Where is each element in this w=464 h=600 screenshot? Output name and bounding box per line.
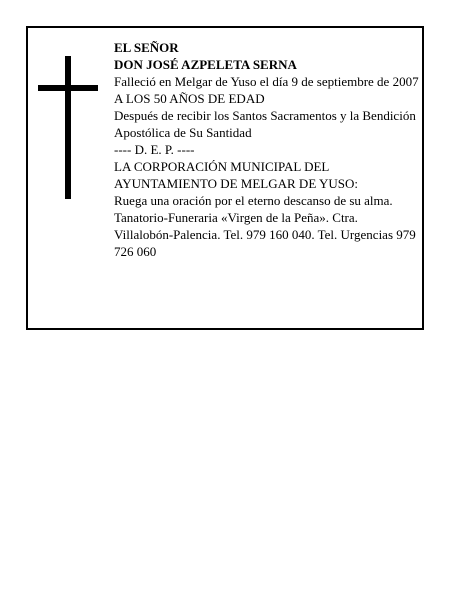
prayer-line: Ruega una oración por el eterno descanso de su alma. [114,193,393,208]
cross-vertical-bar [65,56,71,199]
notice-text [114,39,420,260]
obituary-notice [26,26,424,330]
cross-icon [38,56,98,199]
deceased-name: DON JOSÉ AZPELETA SERNA [114,57,297,72]
notice-heading: EL SEÑOR [114,40,179,55]
age-line: A LOS 50 AÑOS DE EDAD [114,91,265,106]
sacraments-line: Después de recibir los Santos Sacramentos y la Bendición Apostólica de Su Santidad [114,108,416,140]
funeral-home-line: Tanatorio-Funeraria «Virgen de la Peña». Ctra. Villalobón-Palencia. Tel. 979 160 040. Tel. Urgencias 979 726 060 [114,210,416,259]
cross-horizontal-bar [38,85,98,91]
death-details: Falleció en Melgar de Yuso el día 9 de septiembre de 2007 [114,74,419,89]
rip-line: ---- D. E. P. ---- [114,142,195,157]
corporation-line: LA CORPORACIÓN MUNICIPAL DEL AYUNTAMIENTO DE MELGAR DE YUSO: [114,159,359,191]
